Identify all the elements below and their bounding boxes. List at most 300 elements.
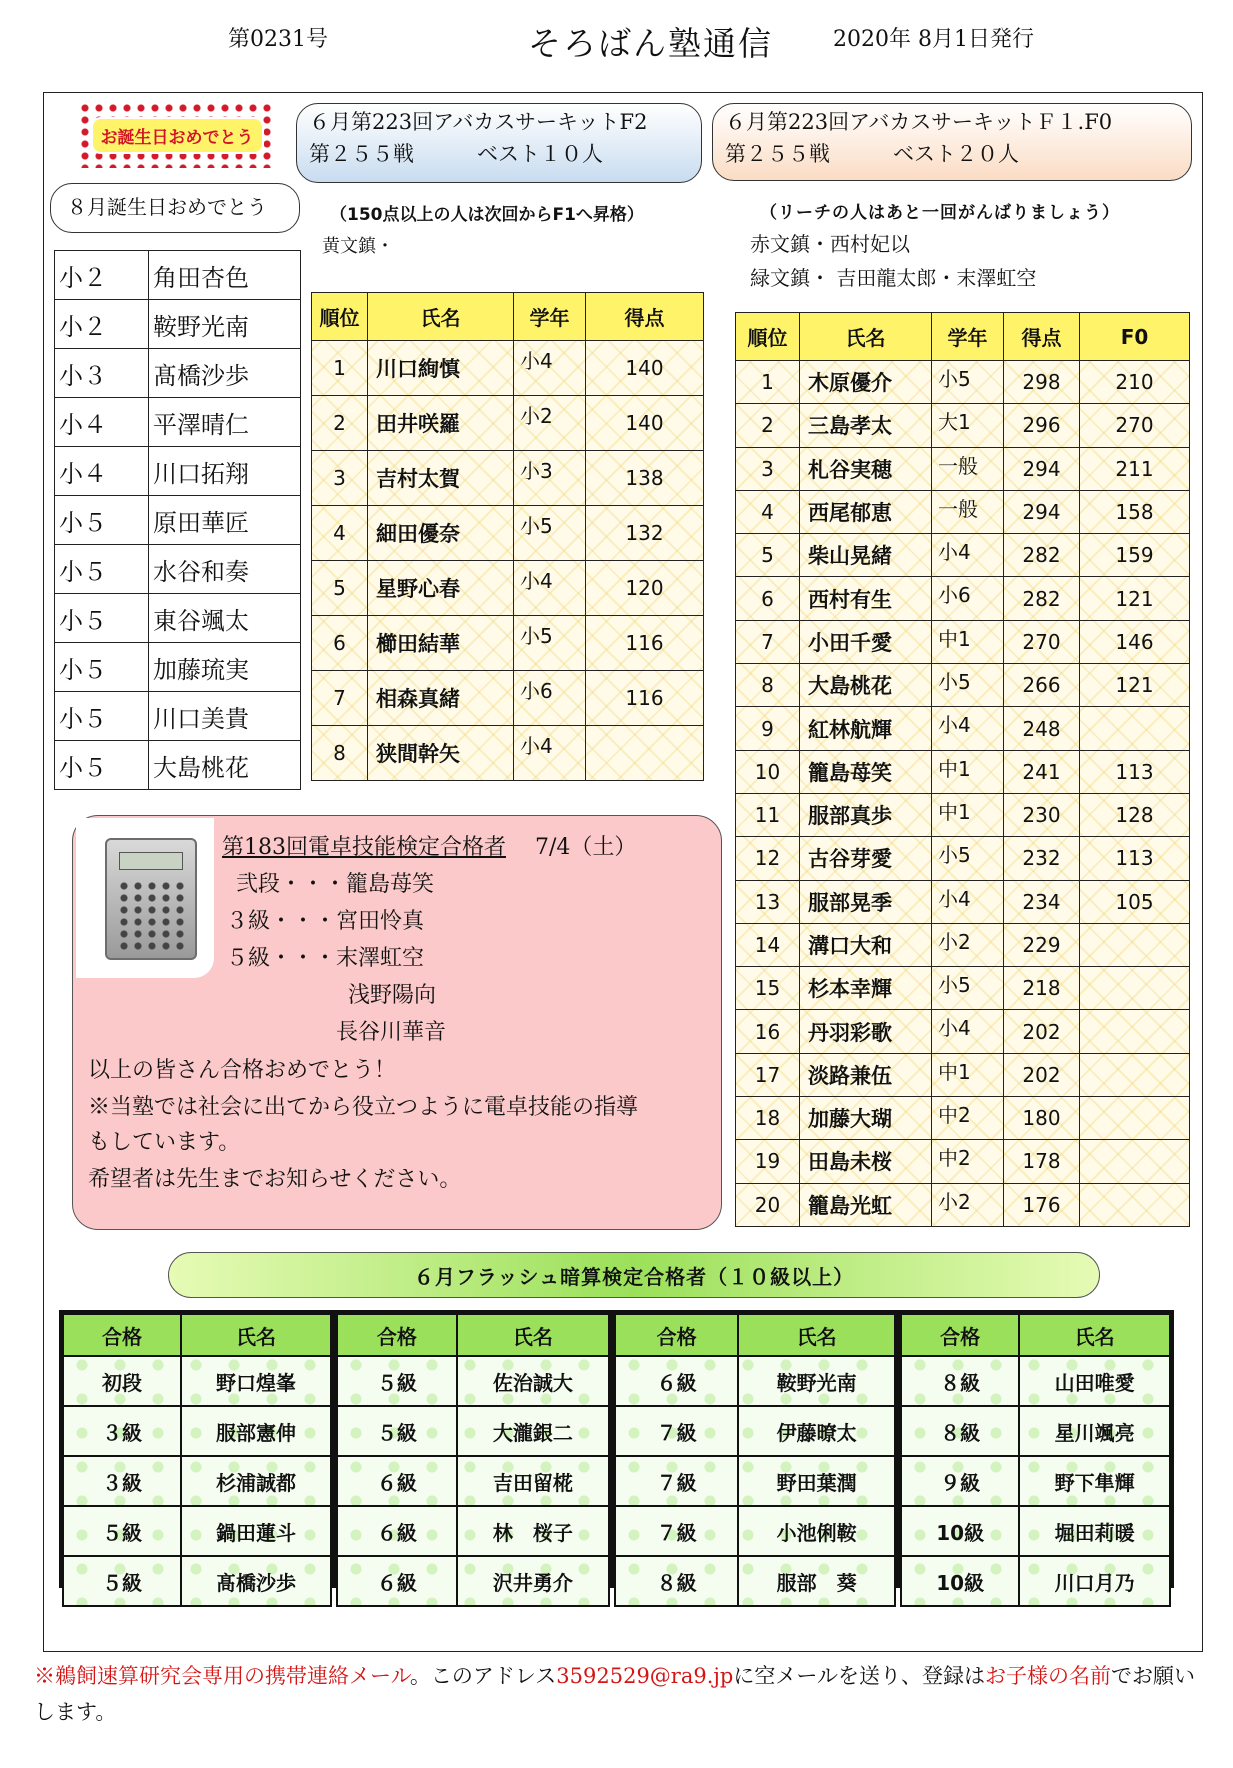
f1-grade: 小5	[932, 967, 1004, 1010]
f1-f0: 113	[1080, 750, 1190, 793]
f1-name: 小田千愛	[800, 620, 932, 663]
flash-row	[63, 1556, 331, 1606]
f1-rank: 12	[736, 837, 800, 880]
f1-name: 加藤大瑚	[800, 1097, 932, 1140]
calc-result-3: ５級・・・末澤虹空	[226, 946, 425, 971]
f2-row	[312, 726, 704, 781]
f1-f0: 211	[1080, 447, 1190, 490]
flash-row	[615, 1356, 895, 1406]
calc-note-2: もしています。	[88, 1130, 241, 1155]
f2-grade: 小4	[514, 726, 586, 781]
f1-f0: 121	[1080, 577, 1190, 620]
f1-rank: 14	[736, 923, 800, 966]
flash-name: 林 桜子	[457, 1506, 609, 1556]
calc-exam-title: 第183回電卓技能検定合格者	[222, 835, 506, 860]
birthday-row	[55, 251, 301, 300]
f1-rank: 5	[736, 534, 800, 577]
flash-name: 伊藤暸太	[738, 1406, 895, 1456]
flash-header-name: 氏名	[738, 1314, 895, 1356]
f2-name: 田井咲羅	[368, 396, 514, 451]
f1-grade: 小4	[932, 880, 1004, 923]
f1-grade: 中1	[932, 793, 1004, 836]
flash-name: 川口月乃	[1019, 1556, 1170, 1606]
f1-row	[736, 750, 1190, 793]
f1-f0: 158	[1080, 490, 1190, 533]
birthday-name: 川口拓翔	[149, 447, 301, 496]
flash-level: ７級	[615, 1506, 738, 1556]
f2-score: 116	[586, 616, 704, 671]
f1-name: 溝口大和	[800, 923, 932, 966]
f2-name: 川口絢慎	[368, 341, 514, 396]
f2-score: 120	[586, 561, 704, 616]
calc-congrats: 以上の皆さん合格おめでとう！	[88, 1058, 397, 1083]
f1-grade: 一般	[932, 447, 1004, 490]
f1-grade: 小6	[932, 577, 1004, 620]
f1-rank: 1	[736, 361, 800, 404]
flash-level: ５級	[337, 1406, 457, 1456]
calculator-keys-icon	[117, 880, 187, 952]
f1-grade: 中2	[932, 1140, 1004, 1183]
birthday-grade: 小５	[55, 545, 149, 594]
calc-result-5: 長谷川華音	[336, 1020, 447, 1045]
flash-name: 服部 葵	[738, 1556, 895, 1606]
f1-score: 282	[1004, 577, 1080, 620]
flash-name: 鞍野光南	[738, 1356, 895, 1406]
f2-row	[312, 671, 704, 726]
footer-text-1: 。このアドレス	[409, 1664, 557, 1688]
f2-name: 星野心春	[368, 561, 514, 616]
flash-level: ８級	[615, 1556, 738, 1606]
f2-score: 116	[586, 671, 704, 726]
f1-name: 籠島光虹	[800, 1183, 932, 1226]
flash-row	[63, 1506, 331, 1556]
flash-name: 杉浦誠都	[181, 1456, 331, 1506]
f1-grade: 大1	[932, 404, 1004, 447]
birthday-banner-text: お誕生日おめでとう	[91, 117, 264, 154]
flash-level: ５級	[63, 1506, 181, 1556]
f2-name: 櫛田結華	[368, 616, 514, 671]
f1-green-award: 緑文鎮・ 吉田龍太郎・末澤虹空	[750, 266, 1037, 290]
birthday-grade: 小５	[55, 741, 149, 790]
f1-grade: 小2	[932, 1183, 1004, 1226]
flash-row	[615, 1506, 895, 1556]
f2-rank: 5	[312, 561, 368, 616]
f1-score: 266	[1004, 664, 1080, 707]
calc-result-4: 浅野陽向	[348, 983, 437, 1008]
flash-name: 堀田莉暖	[1019, 1506, 1170, 1556]
f1-score: 298	[1004, 361, 1080, 404]
f2-rank: 4	[312, 506, 368, 561]
f2-grade: 小5	[514, 616, 586, 671]
f1-grade: 中1	[932, 620, 1004, 663]
f1-score: 294	[1004, 490, 1080, 533]
issue-number: 第0231号	[228, 27, 328, 52]
f2-row	[312, 616, 704, 671]
footer-note	[34, 1658, 1214, 1730]
birthday-grade: 小３	[55, 349, 149, 398]
f1-score: 202	[1004, 1010, 1080, 1053]
f1-score: 218	[1004, 967, 1080, 1010]
f2-rank: 2	[312, 396, 368, 451]
f1-name: 杉本幸輝	[800, 967, 932, 1010]
f1-score: 178	[1004, 1140, 1080, 1183]
f2-row	[312, 451, 704, 506]
flash-level: ６級	[337, 1456, 457, 1506]
f1-score: 294	[1004, 447, 1080, 490]
f1-title-box	[712, 103, 1192, 181]
f1-f0	[1080, 1010, 1190, 1053]
birthday-name: 加藤琉実	[149, 643, 301, 692]
f1-name: 服部晃季	[800, 880, 932, 923]
f1-row	[736, 404, 1190, 447]
f1-grade: 小4	[932, 534, 1004, 577]
flash-name: 野田葉潤	[738, 1456, 895, 1506]
flash-level: ７級	[615, 1456, 738, 1506]
f1-rank: 7	[736, 620, 800, 663]
f2-title: ６月第223回アバカスサーキットF2	[309, 110, 648, 134]
f1-red-award: 赤文鎮・西村妃以	[750, 232, 910, 256]
f1-rank: 6	[736, 577, 800, 620]
f1-row	[736, 793, 1190, 836]
birthday-row	[55, 447, 301, 496]
birthday-banner	[78, 102, 276, 168]
birthday-row	[55, 496, 301, 545]
f1-name: 田島未桜	[800, 1140, 932, 1183]
flash-row	[615, 1556, 895, 1606]
f2-header-score: 得点	[586, 293, 704, 341]
f1-f0: 105	[1080, 880, 1190, 923]
f1-grade: 小4	[932, 707, 1004, 750]
f2-grade: 小2	[514, 396, 586, 451]
f1-grade: 小4	[932, 1010, 1004, 1053]
footer-mail-name: ※鵜飼速算研究会専用の携帯連絡メール	[34, 1664, 410, 1688]
birthday-row	[55, 300, 301, 349]
f1-rank: 8	[736, 664, 800, 707]
f1-row	[736, 1053, 1190, 1096]
birthday-table	[54, 250, 301, 790]
birthday-row	[55, 741, 301, 790]
birthday-row	[55, 349, 301, 398]
f1-rank: 19	[736, 1140, 800, 1183]
f1-f0: 146	[1080, 620, 1190, 663]
birthday-grade: 小４	[55, 447, 149, 496]
f1-name: 籠島苺笑	[800, 750, 932, 793]
flash-row	[337, 1406, 609, 1456]
f1-rank: 10	[736, 750, 800, 793]
flash-level: ６級	[337, 1556, 457, 1606]
f1-rank: 11	[736, 793, 800, 836]
f2-note: （150点以上の人は次回からF1へ昇格）	[330, 205, 644, 225]
f2-rank: 8	[312, 726, 368, 781]
birthday-grade: 小５	[55, 594, 149, 643]
f1-ranking-table	[735, 312, 1190, 1227]
f2-header-name: 氏名	[368, 293, 514, 341]
f1-score: 229	[1004, 923, 1080, 966]
flash-header-name: 氏名	[457, 1314, 609, 1356]
f1-grade: 小5	[932, 664, 1004, 707]
f1-rank: 3	[736, 447, 800, 490]
flash-row	[615, 1456, 895, 1506]
footer-child-name: お子様の名前	[984, 1664, 1111, 1688]
birthday-row	[55, 643, 301, 692]
f1-grade: 中1	[932, 1053, 1004, 1096]
f1-score: 202	[1004, 1053, 1080, 1096]
flash-level: ７級	[615, 1406, 738, 1456]
f1-grade: 小5	[932, 361, 1004, 404]
f1-score: 180	[1004, 1097, 1080, 1140]
f1-row	[736, 664, 1190, 707]
f1-rank: 2	[736, 404, 800, 447]
page-title: そろばん塾通信	[528, 24, 773, 63]
f2-score	[586, 726, 704, 781]
flash-table-2	[336, 1313, 610, 1607]
f2-score: 138	[586, 451, 704, 506]
f1-f0	[1080, 707, 1190, 750]
flash-name: 野下隼輝	[1019, 1456, 1170, 1506]
issue-date: 2020年 8月1日発行	[833, 27, 1034, 52]
flash-banner: ６月フラッシュ暗算検定合格者（１０級以上）	[168, 1252, 1100, 1298]
f1-f0: 270	[1080, 404, 1190, 447]
f2-grade: 小5	[514, 506, 586, 561]
footer-text-3: でお願いします。	[34, 1664, 1195, 1724]
f1-row	[736, 1097, 1190, 1140]
f1-score: 270	[1004, 620, 1080, 663]
flash-table-1	[62, 1313, 332, 1607]
flash-name: 山田唯愛	[1019, 1356, 1170, 1406]
calculator-screen-icon	[119, 852, 183, 870]
birthday-grade: 小５	[55, 496, 149, 545]
birthday-row	[55, 398, 301, 447]
flash-header-name: 氏名	[181, 1314, 331, 1356]
flash-row	[901, 1556, 1170, 1606]
flash-row	[63, 1406, 331, 1456]
f1-row	[736, 880, 1190, 923]
f1-row	[736, 490, 1190, 533]
f1-header-f0: F0	[1080, 313, 1190, 361]
birthday-name: 原田華匠	[149, 496, 301, 545]
flash-name: 野口煌峯	[181, 1356, 331, 1406]
birthday-label: ８月誕生日おめでとう	[50, 183, 300, 233]
f1-name: 紅林航輝	[800, 707, 932, 750]
f1-row	[736, 447, 1190, 490]
flash-level: ５級	[337, 1356, 457, 1406]
f2-rank: 7	[312, 671, 368, 726]
birthday-grade: 小５	[55, 643, 149, 692]
flash-row	[901, 1356, 1170, 1406]
flash-name: 小池俐鞍	[738, 1506, 895, 1556]
flash-name: 鍋田蓮斗	[181, 1506, 331, 1556]
birthday-name: 鞍野光南	[149, 300, 301, 349]
f1-score: 234	[1004, 880, 1080, 923]
f2-score: 140	[586, 396, 704, 451]
f1-grade: 一般	[932, 490, 1004, 533]
f2-subtitle: 第２５５戦 ベスト１０人	[309, 142, 603, 166]
flash-row	[337, 1506, 609, 1556]
f1-row	[736, 923, 1190, 966]
flash-results	[59, 1310, 1174, 1595]
flash-header-name: 氏名	[1019, 1314, 1170, 1356]
f2-ranking-table	[311, 292, 704, 781]
birthday-row	[55, 594, 301, 643]
f1-f0	[1080, 967, 1190, 1010]
f2-grade: 小4	[514, 561, 586, 616]
flash-level: 初段	[63, 1356, 181, 1406]
flash-name: 佐治誠大	[457, 1356, 609, 1406]
flash-table-3	[614, 1313, 896, 1607]
f1-f0	[1080, 1183, 1190, 1226]
f1-header-rank: 順位	[736, 313, 800, 361]
birthday-name: 川口美貴	[149, 692, 301, 741]
flash-level: ６級	[337, 1506, 457, 1556]
f1-name: 丹羽彩歌	[800, 1010, 932, 1053]
f1-score: 296	[1004, 404, 1080, 447]
birthday-grade: 小２	[55, 251, 149, 300]
f1-grade: 中2	[932, 1097, 1004, 1140]
flash-name: 吉田留椛	[457, 1456, 609, 1506]
f1-row	[736, 1183, 1190, 1226]
f2-grade: 小4	[514, 341, 586, 396]
f2-row	[312, 561, 704, 616]
flash-row	[337, 1456, 609, 1506]
f2-rank: 6	[312, 616, 368, 671]
f1-name: 西村有生	[800, 577, 932, 620]
flash-row	[901, 1406, 1170, 1456]
f1-row	[736, 577, 1190, 620]
f1-header-grade: 学年	[932, 313, 1004, 361]
f1-title: ６月第223回アバカスサーキットＦ１.F0	[725, 110, 1113, 134]
f2-header-grade: 学年	[514, 293, 586, 341]
f1-row	[736, 967, 1190, 1010]
f1-name: 服部真歩	[800, 793, 932, 836]
f1-f0	[1080, 923, 1190, 966]
f2-yellow-award: 黄文鎮・	[322, 236, 394, 257]
f1-subtitle: 第２５５戦 ベスト２０人	[725, 142, 1019, 166]
flash-table-4	[900, 1313, 1171, 1607]
f2-header-rank: 順位	[312, 293, 368, 341]
f1-name: 木原優介	[800, 361, 932, 404]
f2-row	[312, 341, 704, 396]
flash-level: ８級	[901, 1356, 1019, 1406]
f2-score: 140	[586, 341, 704, 396]
flash-level: ９級	[901, 1456, 1019, 1506]
flash-name: 服部憲伸	[181, 1406, 331, 1456]
f2-row	[312, 506, 704, 561]
birthday-name: 大島桃花	[149, 741, 301, 790]
birthday-grade: 小５	[55, 692, 149, 741]
f1-name: 淡路兼伍	[800, 1053, 932, 1096]
f2-name: 細田優奈	[368, 506, 514, 561]
birthday-name: 東谷颯太	[149, 594, 301, 643]
f1-f0: 113	[1080, 837, 1190, 880]
f2-name: 相森真緒	[368, 671, 514, 726]
f1-rank: 18	[736, 1097, 800, 1140]
f2-row	[312, 396, 704, 451]
f1-rank: 16	[736, 1010, 800, 1053]
f1-name: 三島孝太	[800, 404, 932, 447]
f1-grade: 中1	[932, 750, 1004, 793]
f1-score: 176	[1004, 1183, 1080, 1226]
f1-note: （リーチの人はあと一回がんばりましょう）	[760, 203, 1120, 223]
f1-row	[736, 620, 1190, 663]
f1-row	[736, 1010, 1190, 1053]
f1-f0: 210	[1080, 361, 1190, 404]
f1-score: 230	[1004, 793, 1080, 836]
f1-row	[736, 707, 1190, 750]
f1-header-score: 得点	[1004, 313, 1080, 361]
f1-f0	[1080, 1097, 1190, 1140]
flash-name: 沢井勇介	[457, 1556, 609, 1606]
f1-rank: 17	[736, 1053, 800, 1096]
f1-rank: 9	[736, 707, 800, 750]
f1-rank: 4	[736, 490, 800, 533]
f1-name: 西尾郁恵	[800, 490, 932, 533]
f2-name: 吉村太賀	[368, 451, 514, 506]
birthday-row	[55, 545, 301, 594]
flash-row	[337, 1356, 609, 1406]
flash-row	[63, 1356, 331, 1406]
birthday-row	[55, 692, 301, 741]
f2-rank: 3	[312, 451, 368, 506]
flash-level: ３級	[63, 1406, 181, 1456]
f1-f0: 128	[1080, 793, 1190, 836]
flash-row	[63, 1456, 331, 1506]
calc-note-3: 希望者は先生までお知らせください。	[88, 1167, 462, 1192]
footer-text-2: に空メールを送り、登録は	[733, 1664, 985, 1688]
f2-score: 132	[586, 506, 704, 561]
f1-rank: 20	[736, 1183, 800, 1226]
flash-level: ５級	[63, 1556, 181, 1606]
flash-header-pass: 合格	[63, 1314, 181, 1356]
f2-grade: 小3	[514, 451, 586, 506]
f1-row	[736, 1140, 1190, 1183]
calc-result-2: ３級・・・宮田怜真	[226, 909, 425, 934]
f2-grade: 小6	[514, 671, 586, 726]
flash-header-pass: 合格	[337, 1314, 457, 1356]
f1-f0	[1080, 1053, 1190, 1096]
birthday-name: 平澤晴仁	[149, 398, 301, 447]
birthday-grade: 小４	[55, 398, 149, 447]
birthday-name: 水谷和奏	[149, 545, 301, 594]
flash-level: ３級	[63, 1456, 181, 1506]
f1-score: 282	[1004, 534, 1080, 577]
flash-name: 大瀧銀二	[457, 1406, 609, 1456]
f1-score: 232	[1004, 837, 1080, 880]
f2-title-box	[296, 103, 702, 183]
birthday-name: 角田杏色	[149, 251, 301, 300]
flash-level: 10級	[901, 1506, 1019, 1556]
birthday-grade: 小２	[55, 300, 149, 349]
f1-name: 古谷芽愛	[800, 837, 932, 880]
calculator-icon	[105, 838, 197, 960]
f1-grade: 小2	[932, 923, 1004, 966]
f1-row	[736, 361, 1190, 404]
f1-row	[736, 534, 1190, 577]
footer-address[interactable]: 3592529@ra9.jp	[556, 1664, 734, 1688]
calc-result-1: 弐段・・・籠島苺笑	[236, 872, 435, 897]
f1-row	[736, 837, 1190, 880]
f1-score: 241	[1004, 750, 1080, 793]
f2-name: 狭間幹矢	[368, 726, 514, 781]
flash-row	[337, 1556, 609, 1606]
flash-row	[901, 1456, 1170, 1506]
f1-name: 柴山晃緒	[800, 534, 932, 577]
f1-rank: 15	[736, 967, 800, 1010]
f1-score: 248	[1004, 707, 1080, 750]
calc-note-1: ※当塾では社会に出てから役立つように電卓技能の指導	[88, 1095, 639, 1120]
f1-f0: 159	[1080, 534, 1190, 577]
f2-rank: 1	[312, 341, 368, 396]
f1-name: 札谷実穂	[800, 447, 932, 490]
